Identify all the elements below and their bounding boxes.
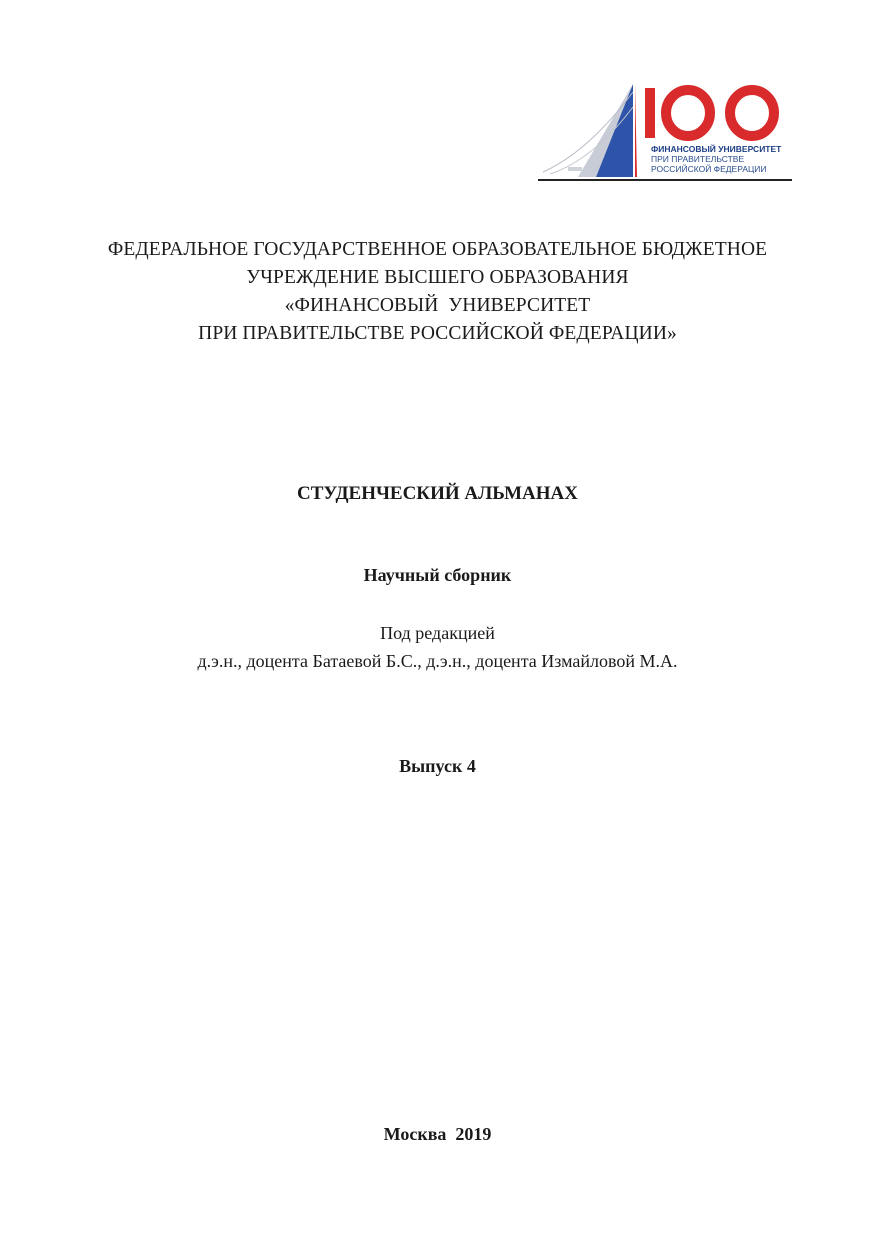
document-subtitle: Научный сборник — [363, 565, 512, 585]
issue-number: Выпуск 4 — [399, 756, 476, 776]
editors-block — [0, 619, 875, 675]
place-and-year: Москва 2019 — [383, 1124, 492, 1144]
university-logo — [538, 82, 793, 184]
institution-line-2: УЧРЕЖДЕНИЕ ВЫСШЕГО ОБРАЗОВАНИЯ — [246, 267, 629, 288]
logo-text-line1: ФИНАНСОВЫЙ УНИВЕРСИТЕТ — [651, 144, 782, 154]
document-title: СТУДЕНЧЕСКИЙ АЛЬМАНАХ — [297, 483, 578, 504]
institution-line-3: «ФИНАНСОВЫЙ УНИВЕРСИТЕТ — [284, 295, 591, 316]
logo-underline — [538, 179, 792, 181]
institution-line-1: ФЕДЕРАЛЬНОЕ ГОСУДАРСТВЕННОЕ ОБРАЗОВАТЕЛЬНОЕ БЮДЖЕТНОЕ — [107, 239, 768, 260]
editors-label: Под редакцией — [380, 623, 495, 643]
institution-line-4: ПРИ ПРАВИТЕЛЬСТВЕ РОССИЙСКОЙ ФЕДЕРАЦИИ» — [198, 323, 677, 344]
editors-names: д.э.н., доцента Батаевой Б.С., д.э.н., доцента Измайловой М.А. — [197, 651, 678, 671]
logo-text-line3: РОССИЙСКОЙ ФЕДЕРАЦИИ — [651, 164, 767, 174]
logo-text-line2: ПРИ ПРАВИТЕЛЬСТВЕ — [651, 154, 745, 164]
institution-name — [0, 236, 875, 348]
